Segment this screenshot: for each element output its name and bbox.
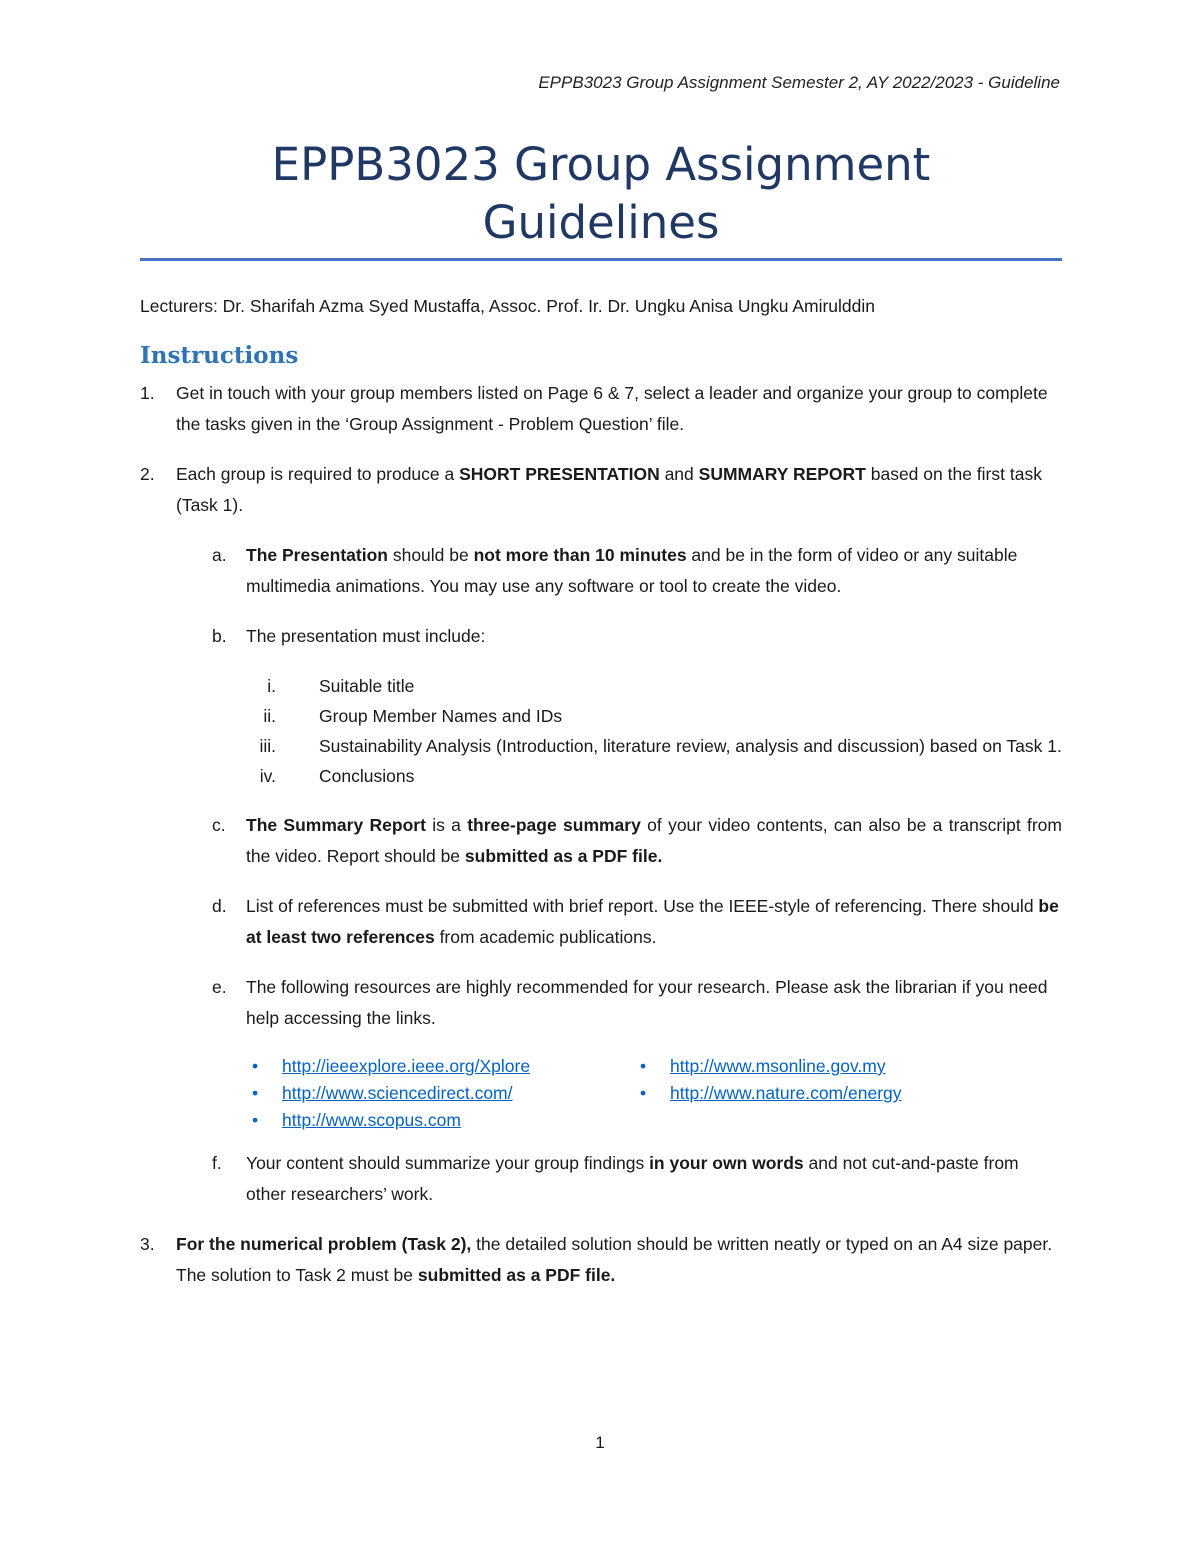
page-number: 1 <box>595 1433 605 1452</box>
document-title <box>140 136 1062 252</box>
sub-item-b <box>212 621 1062 652</box>
sub-item-text: The presentation must include: <box>246 626 486 646</box>
item-text: Get in touch with your group members listed on Page 6 & 7, select a leader and organize your group to complete the tasks given in the ‘Group Assignment - Problem Question’ file. <box>176 383 1048 434</box>
sub-item-text: Your content should summarize your group findings in your own words and not cut-and-paste from other researchers’ work. <box>246 1153 1019 1204</box>
sub-item-f <box>212 1148 1062 1210</box>
sub-item-text: The following resources are highly recommended for your research. Please ask the librarian if you need help accessing the links. <box>246 977 1048 1028</box>
instruction-item-2 <box>140 459 1062 521</box>
sub-item-e <box>212 972 1062 1034</box>
resource-links <box>252 1053 1062 1131</box>
link-item <box>252 1053 531 1080</box>
instruction-item-3 <box>140 1229 1062 1291</box>
roman-item-i: i. Suitable title <box>267 676 415 696</box>
bullet-icon: • <box>252 1083 259 1103</box>
running-header: EPPB3023 Group Assignment Semester 2, AY 2022/2023 - Guideline <box>538 73 1060 92</box>
link-msonline[interactable]: http://www.msonline.gov.my <box>670 1056 886 1076</box>
item-number: 1. <box>140 383 155 403</box>
roman-item-iv: iv. Conclusions <box>259 766 415 786</box>
link-scopus[interactable]: http://www.scopus.com <box>282 1110 461 1130</box>
sub-item-letter: e. <box>212 977 227 997</box>
sub-item-letter: c. <box>212 815 226 835</box>
roman-item-ii: ii. Group Member Names and IDs <box>263 706 563 726</box>
bullet-icon: • <box>640 1056 647 1076</box>
item-text: Each group is required to produce a SHORT PRESENTATION and SUMMARY REPORT based on the first task (Task 1). <box>176 464 1042 515</box>
sub-item-letter: a. <box>212 545 227 565</box>
title-underline-rule <box>140 258 1062 261</box>
section-heading-instructions: Instructions <box>140 342 299 369</box>
link-nature-energy[interactable]: http://www.nature.com/energy <box>670 1083 902 1103</box>
link-sciencedirect[interactable]: http://www.sciencedirect.com/ <box>282 1083 513 1103</box>
sub-item-text: The Presentation should be not more than 10 minutes and be in the form of video or any suitable multimedia animations. You may use any software or tool to create the video. <box>246 545 1018 596</box>
link-item <box>252 1080 513 1107</box>
link-item <box>640 1053 886 1080</box>
bullet-icon: • <box>252 1056 259 1076</box>
item-text: For the numerical problem (Task 2), the detailed solution should be written neatly or typed on an A4 size paper. The solution to Task 2 must be submitted as a PDF file. <box>176 1234 1053 1285</box>
sub-item-d <box>212 891 1062 953</box>
instruction-item-1 <box>140 378 1062 440</box>
lecturers-line: Lecturers: Dr. Sharifah Azma Syed Mustaffa, Assoc. Prof. Ir. Dr. Ungku Anisa Ungku Amirulddin <box>140 296 876 316</box>
sub-item-letter: b. <box>212 626 227 646</box>
item-number: 3. <box>140 1234 155 1254</box>
sub-item-a <box>212 540 1062 602</box>
bullet-icon: • <box>252 1110 259 1130</box>
roman-item-iii: iii. Sustainability Analysis (Introduction, literature review, analysis and discussion) based on Task 1. <box>259 736 1062 756</box>
sub-item-text: List of references must be submitted with brief report. Use the IEEE-style of referencing. There should be at least two references from academic publications. <box>246 896 1059 947</box>
item-number: 2. <box>140 464 155 484</box>
link-ieeexplore[interactable]: http://ieeexplore.ieee.org/Xplore <box>282 1056 531 1076</box>
bullet-icon: • <box>640 1083 647 1103</box>
sub-item-letter: f. <box>212 1153 222 1173</box>
link-item <box>640 1080 902 1107</box>
title-line-2: Guidelines <box>482 196 720 249</box>
title-line-1: EPPB3023 Group Assignment <box>271 138 931 191</box>
presentation-contents-list <box>140 671 1062 791</box>
sub-item-text: The Summary Report is a three-page summary of your video contents, can also be a transcript from the video. Report should be submitted as a PDF file. <box>246 815 1062 866</box>
sub-item-letter: d. <box>212 896 227 916</box>
instructions-list <box>140 378 1062 1291</box>
sub-item-c <box>212 810 1062 872</box>
link-item <box>252 1107 461 1134</box>
